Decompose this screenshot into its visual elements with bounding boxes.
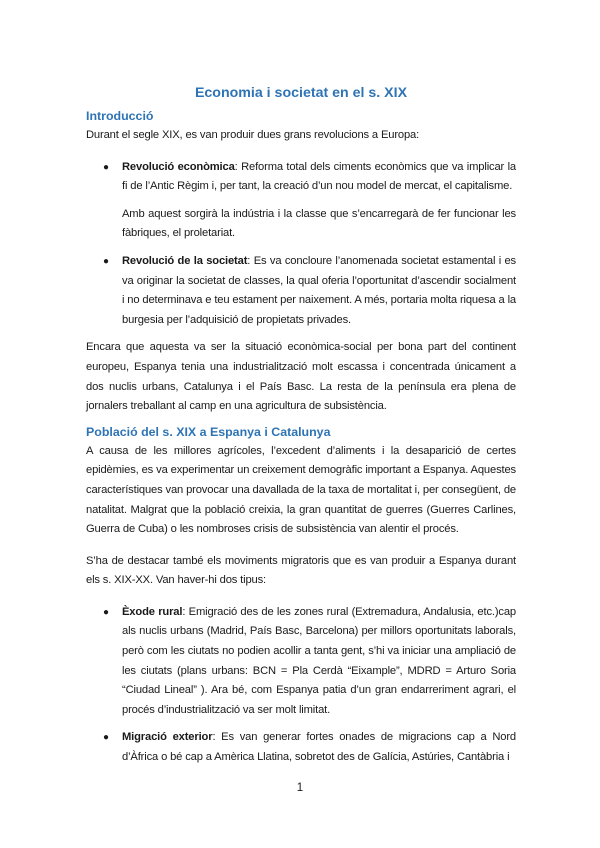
list-item: [86, 252, 516, 330]
bullet-icon: ●: [103, 732, 109, 744]
intro-paragraph: Durant el segle XIX, es van produir dues grans revolucions a Europa:: [86, 129, 420, 141]
migration-list: [86, 603, 516, 768]
term-label: Revolució de la societat: [122, 254, 248, 267]
list-item: [86, 158, 516, 244]
bullet-icon: ●: [103, 161, 109, 173]
list-item: [86, 728, 516, 767]
bullet-icon: ●: [103, 606, 109, 618]
list-item-extra: Amb aquest sorgirà la indústria i la classe que s’encarregarà de fer funcionar les fàbriques, el proletariat.: [122, 207, 516, 240]
closing-paragraph: Encara que aquesta va ser la situació econòmica-social per bona part del continent europeu, Espanya tenia una industrialització molt escassa i concentrada únicament a dos nuclis urbans, Catalunya i el País Basc. La resta de la península era plena de jornalers treballant al camp en una agricultura de subsistència.: [86, 341, 516, 413]
document-title: Economia i societat en el s. XIX: [194, 85, 408, 101]
term-label: Revolució econòmica: [122, 160, 235, 173]
list-item: [86, 603, 516, 721]
migration-intro-paragraph: S’ha de destacar també els moviments migratoris que es van produir a Espanya durant els s. XIX-XX. Van haver-hi dos tipus:: [86, 554, 516, 587]
section-heading-poblacio: Població del s. XIX a Espanya i Catalunya: [86, 424, 331, 439]
list-item-text: [122, 252, 516, 330]
term-label: Èxode rural: [122, 605, 183, 618]
document-body: [86, 83, 516, 776]
population-paragraph: A causa de les millores agrícoles, l’excedent d’aliments i la desaparició de certes epidèmies, es va experimentar un creixement demogràfic important a Espanya. Aquestes característiques van provocar una davallada de la taxa de mortalitat i, per consegüent, de natalitat. Malgrat que la població creixia, la gran quantitat de guerres (Guerres Carlines, Guerra de Cuba) o les nombroses crisis de subsistència van alentir el procés.: [86, 444, 516, 536]
revolutions-list: [86, 158, 516, 331]
term-description: : Emigració des de les zones rural (Extremadura, Andalusia, etc.)cap als nuclis urbans (Madrid, País Basc, Barcelona) per millors oportunitats laborals, però com les ciutats no podien acollir a tanta gent, s’hi va iniciar una ampliació de les ciutats (plans urbans: BCN = Pla Cerdà “Eixample”, MDRD = Arturo Soria “Ciudad Lineal” ). Ara bé, com Espanya patia d’un gran endarreriment agrari, el procés d’industrialització va ser molt limitat.: [122, 605, 517, 716]
term-description: : Reforma total dels ciments econòmics que va implicar la fi de l’Antic Règim i, per tant, la creació d’un nou model de mercat, el capitalisme.: [122, 160, 516, 193]
term-description: : Es van generar fortes onades de migracions cap a Nord d’Àfrica o bé cap a Amèrica Llatina, sobretot des de Galícia, Astúries, Cantàbria i: [122, 731, 516, 764]
list-item-text: [122, 728, 516, 767]
page-number: 1: [296, 782, 304, 794]
list-item-text: [122, 158, 516, 197]
list-item-text: [122, 603, 516, 721]
term-description: : Es va concloure l’anomenada societat estamental i es va originar la societat de classes, la qual oferia l’oportunitat d’ascendir socialment i no determinava e teu estament per naixement. A més, portaria molta riquesa a la burgesia per l’adquisició de propietats privades.: [122, 254, 517, 326]
term-label: Migració exterior: [122, 731, 213, 744]
section-heading-introduccio: Introducció: [86, 109, 154, 123]
bullet-icon: ●: [103, 255, 109, 267]
